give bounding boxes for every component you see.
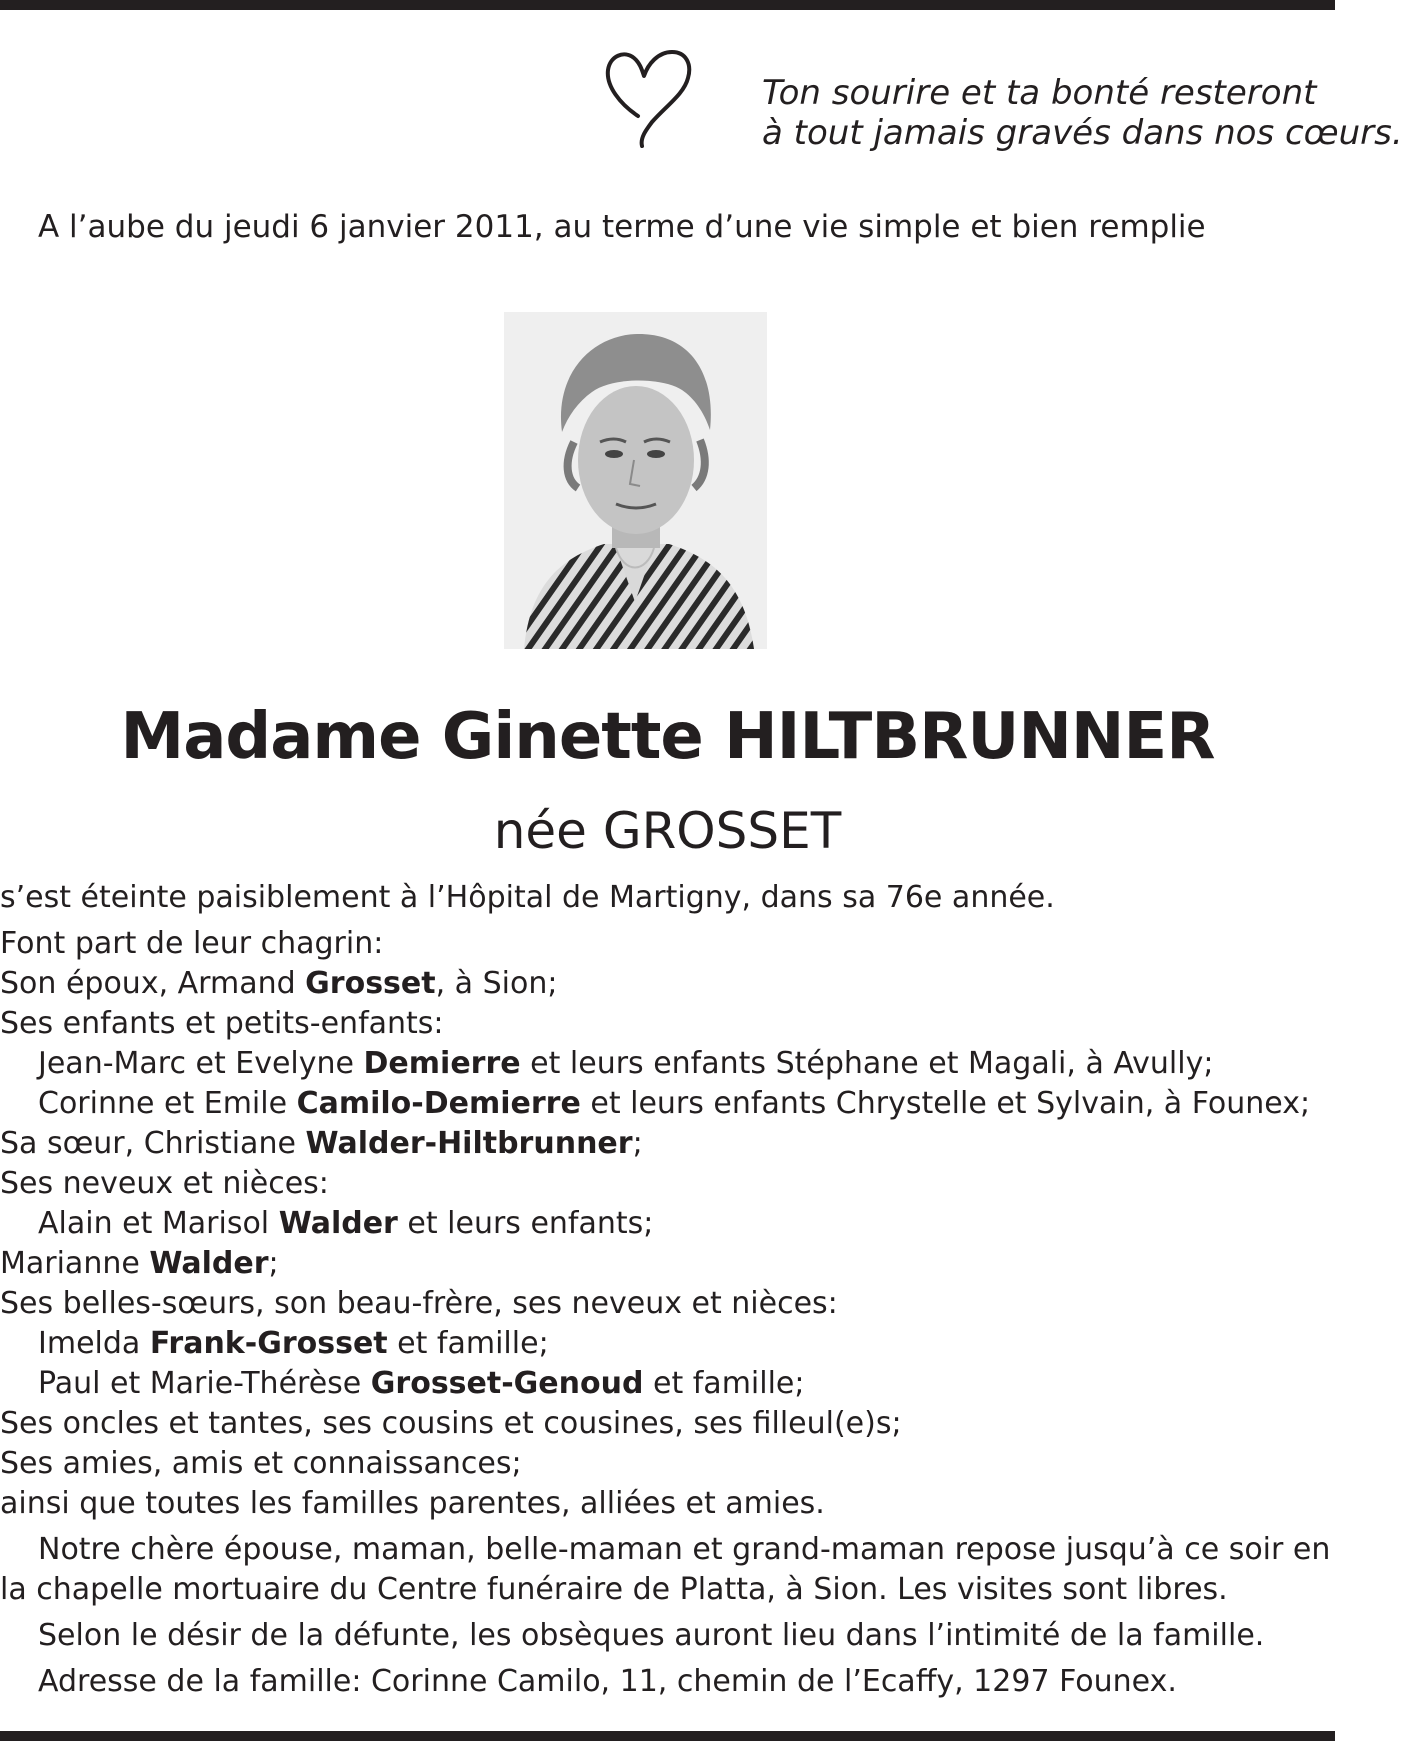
body-line: Adresse de la famille: Corinne Camilo, 11, chemin de l’Ecaffy, 1297 Founex. xyxy=(38,1664,1177,1699)
body-line: Ses enfants et petits-enfants: xyxy=(0,1006,444,1041)
text-span: Paul et Marie-Thérèse xyxy=(38,1366,371,1401)
verse-line-2: à tout jamais gravés dans nos cœurs. xyxy=(762,113,1403,153)
text-span: et leurs enfants Stéphane et Magali, à Avully; xyxy=(520,1046,1214,1081)
heart-icon xyxy=(600,46,698,150)
body-line xyxy=(0,964,1335,1004)
body-line: Selon le désir de la défunte, les obsèques auront lieu dans l’intimité de la famille. xyxy=(38,1618,1265,1653)
body-line xyxy=(0,1084,1335,1124)
body-line: Ses amies, amis et connaissances; xyxy=(0,1446,522,1481)
family-name: Demierre xyxy=(363,1046,521,1081)
text-span: ; xyxy=(632,1126,643,1161)
family-name: Grosset-Genoud xyxy=(370,1366,644,1401)
intro-text: A l’aube du jeudi 6 janvier 2011, au terme d’une vie simple et bien remplie xyxy=(38,209,1206,245)
body-line: la chapelle mortuaire du Centre funéraire de Platta, à Sion. Les visites sont libres. xyxy=(0,1572,1228,1607)
body-line: Ses oncles et tantes, ses cousins et cousines, ses filleul(e)s; xyxy=(0,1406,902,1441)
body-line: ainsi que toutes les familles parentes, alliées et amies. xyxy=(0,1486,825,1521)
epitaph-verse xyxy=(762,73,1403,153)
text-span: et famille; xyxy=(643,1366,805,1401)
text-span: et leurs enfants Chrystelle et Sylvain, à Founex; xyxy=(580,1086,1311,1121)
text-span: Marianne xyxy=(0,1246,150,1281)
portrait-photo xyxy=(504,312,767,649)
text-span: Jean-Marc et Evelyne xyxy=(38,1046,364,1081)
family-name: Grosset xyxy=(305,966,436,1001)
family-name: Walder xyxy=(149,1246,269,1281)
bottom-rule xyxy=(0,1731,1335,1741)
body-line: Notre chère épouse, maman, belle-maman et grand-maman repose jusqu’à ce soir en xyxy=(38,1532,1331,1567)
body-line xyxy=(0,1204,1335,1244)
body-line: Ses neveux et nièces: xyxy=(0,1166,329,1201)
text-span: Imelda xyxy=(38,1326,150,1361)
family-name: Walder xyxy=(278,1206,398,1241)
text-span: ; xyxy=(268,1246,279,1281)
body-line xyxy=(0,1124,1335,1164)
deceased-name: Madame Ginette HILTBRUNNER xyxy=(120,700,1215,774)
text-span: et leurs enfants; xyxy=(397,1206,654,1241)
maiden-name: née GROSSET xyxy=(493,802,842,860)
top-rule xyxy=(0,0,1335,10)
announcement-body xyxy=(0,878,1335,1702)
text-span: et famille; xyxy=(387,1326,549,1361)
body-line: Font part de leur chagrin: xyxy=(0,926,384,961)
body-line xyxy=(0,1244,1335,1284)
body-line xyxy=(0,1364,1335,1404)
family-name: Frank-Grosset xyxy=(149,1326,388,1361)
body-line: s’est éteinte paisiblement à l’Hôpital de Martigny, dans sa 76e année. xyxy=(0,880,1055,915)
body-line: Ses belles-sœurs, son beau-frère, ses neveux et nièces: xyxy=(0,1286,838,1321)
family-name: Camilo-Demierre xyxy=(296,1086,581,1121)
text-span: Sa sœur, Christiane xyxy=(0,1126,306,1161)
body-line xyxy=(0,1324,1335,1364)
text-span: Son époux, Armand xyxy=(0,966,306,1001)
text-span: Alain et Marisol xyxy=(38,1206,279,1241)
text-span: , à Sion; xyxy=(435,966,558,1001)
text-span: Corinne et Emile xyxy=(38,1086,297,1121)
verse-line-1: Ton sourire et ta bonté resteront xyxy=(762,73,1317,113)
body-line xyxy=(0,1044,1335,1084)
family-name: Walder-Hiltbrunner xyxy=(305,1126,633,1161)
